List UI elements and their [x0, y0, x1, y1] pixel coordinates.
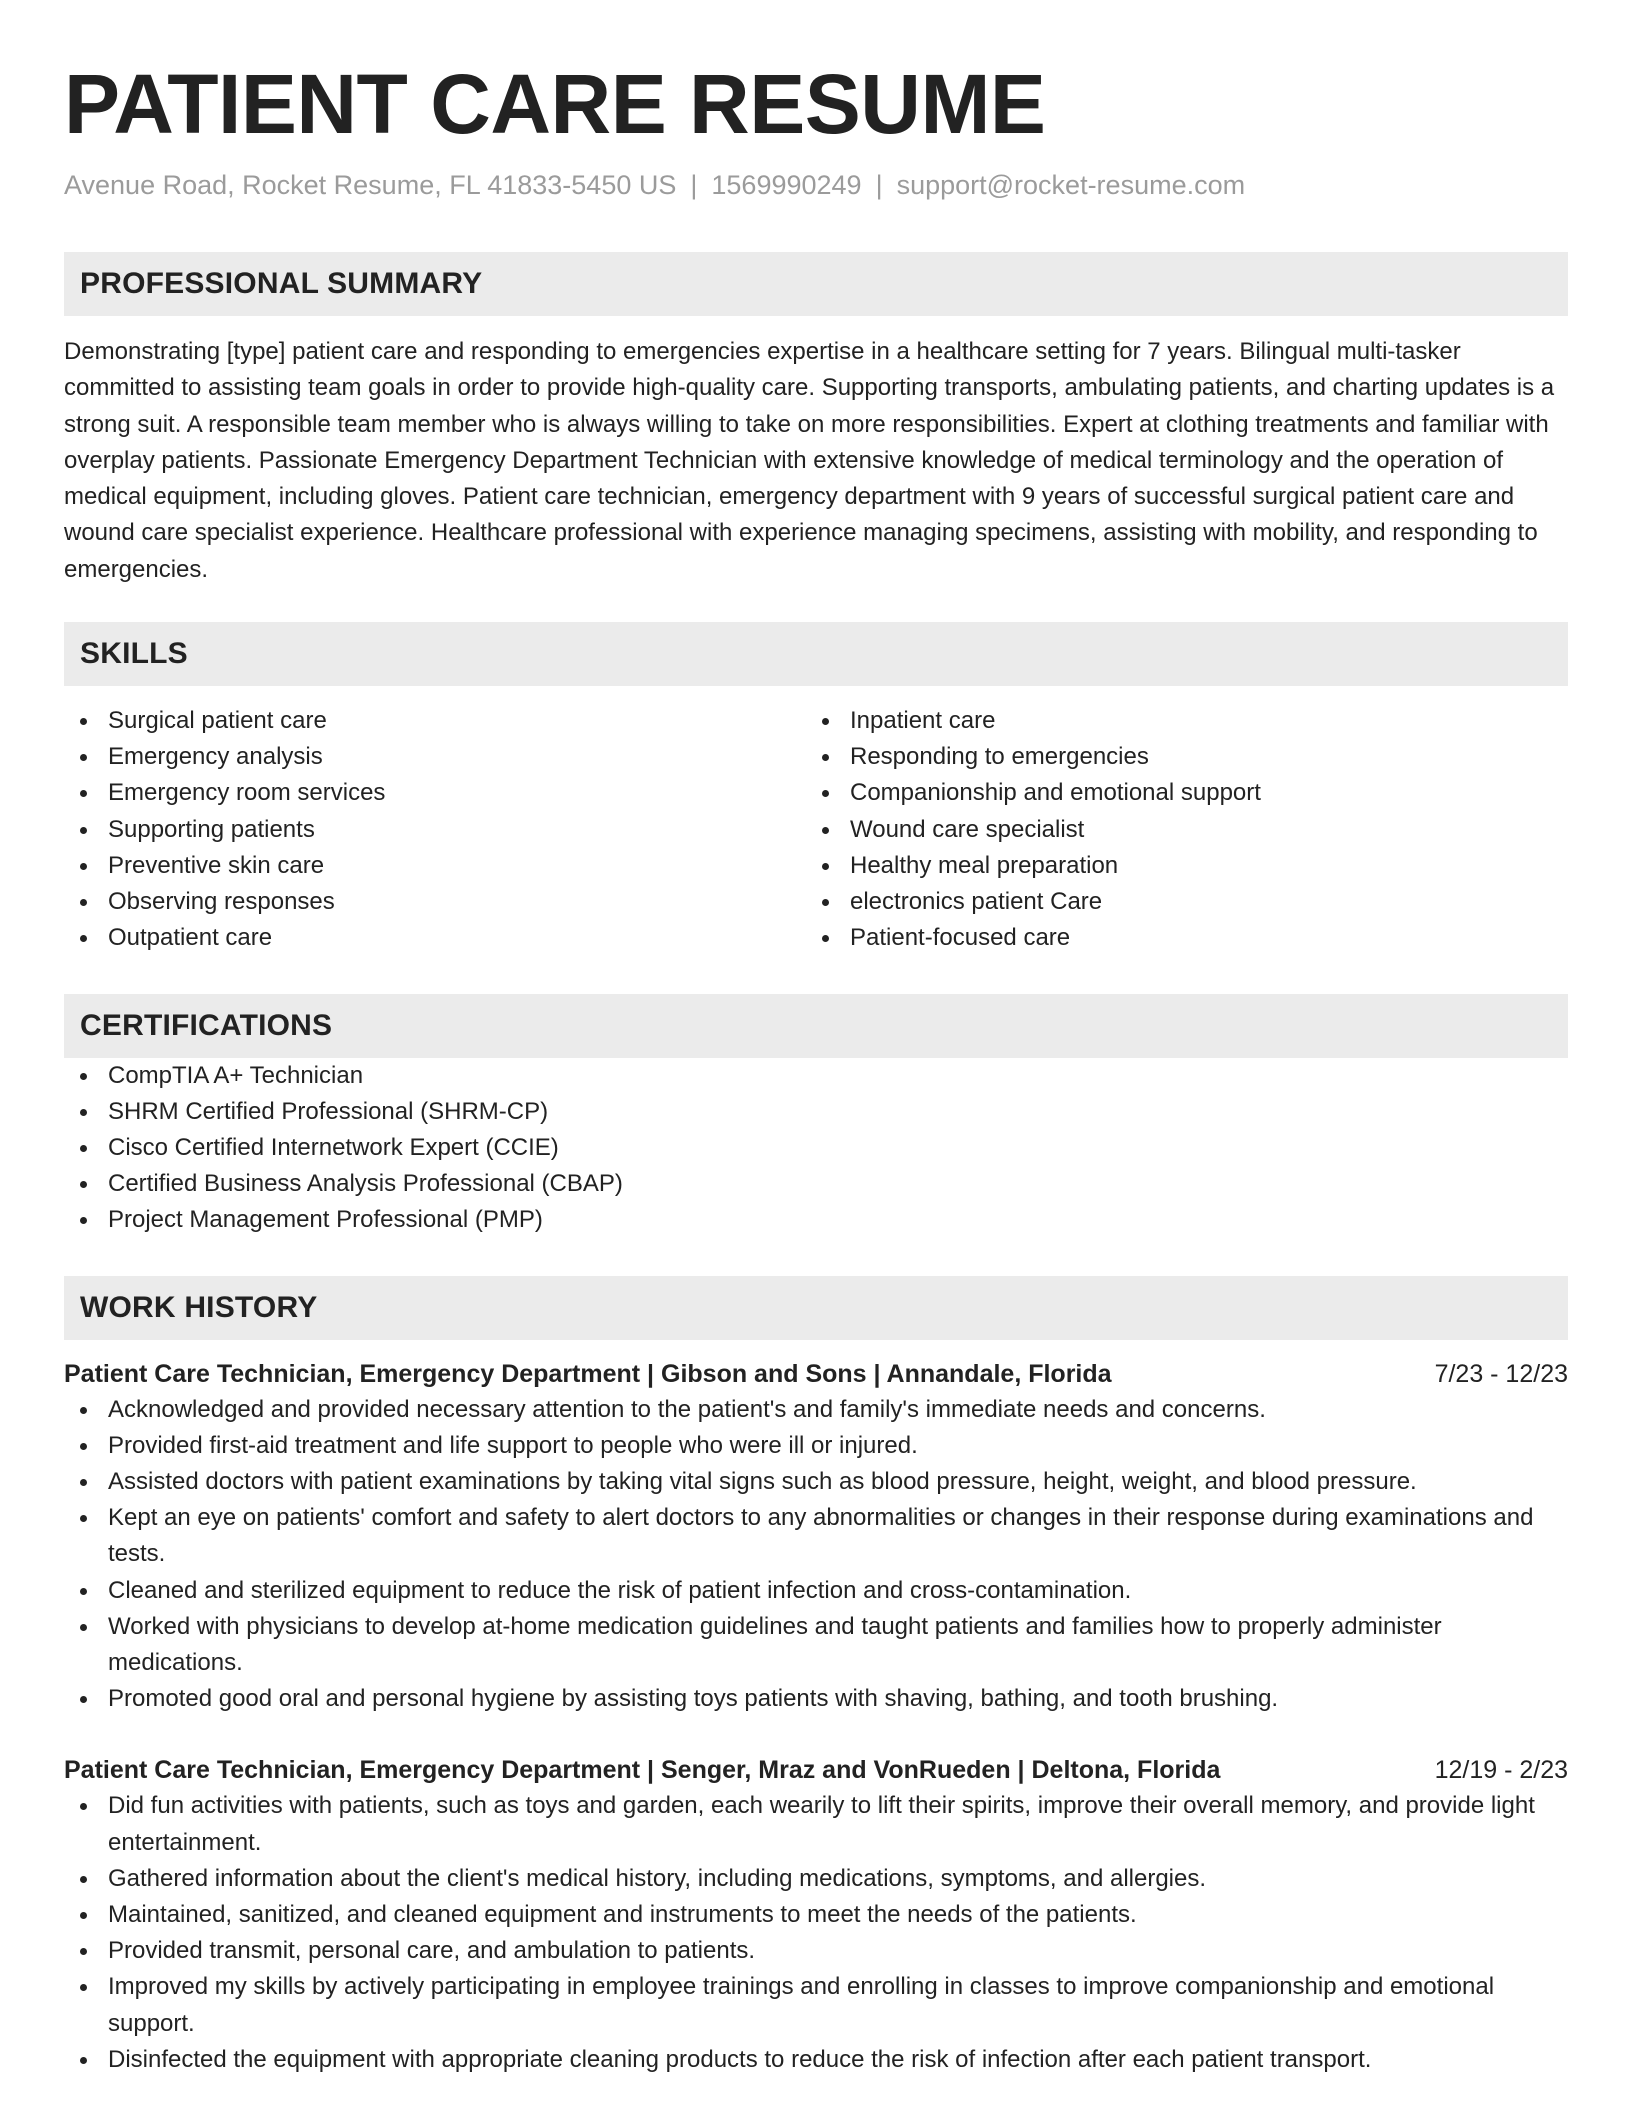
job-bullet: Promoted good oral and personal hygiene by assisting toys patients with shaving, bathing, and tooth brushing.: [64, 1681, 1568, 1717]
job-header: [64, 1356, 1568, 1392]
contact-phone: 1569990249: [711, 170, 862, 200]
contact-address: Avenue Road, Rocket Resume, FL 41833-5450 US: [64, 170, 677, 200]
certification-item: CompTIA A+ Technician: [64, 1058, 1568, 1094]
job-bullet: Worked with physicians to develop at-home medication guidelines and taught patients and families how to properly administer medications.: [64, 1609, 1568, 1681]
resume-title: PATIENT CARE RESUME: [64, 57, 1046, 151]
job-bullet: Provided first-aid treatment and life support to people who were ill or injured.: [64, 1428, 1568, 1464]
contact-email: support@rocket-resume.com: [896, 170, 1246, 200]
job-bullet: Cleaned and sterilized equipment to reduce the risk of patient infection and cross-contamination.: [64, 1573, 1568, 1609]
job-dates: 12/19 - 2/23: [1434, 1756, 1568, 1785]
contact-separator: |: [875, 170, 883, 200]
job-bullet: Acknowledged and provided necessary attention to the patient's and family's immediate needs and concerns.: [64, 1392, 1568, 1428]
job-bullet: Disinfected the equipment with appropriate cleaning products to reduce the risk of infection after each patient transport.: [64, 2042, 1568, 2078]
skill-item: Inpatient care: [806, 703, 1548, 739]
skill-item: Surgical patient care: [64, 703, 806, 739]
skill-item: Preventive skin care: [64, 848, 806, 884]
section-header-work-history: WORK HISTORY: [64, 1276, 1568, 1340]
certification-item: Certified Business Analysis Professional (CBAP): [64, 1166, 1568, 1202]
summary-paragraph: Demonstrating [type] patient care and responding to emergencies expertise in a healthcare setting for 7 years. Bilingual multi-tasker committed to assisting team goals in order to provide high-quality care. Supporting transports, ambulating patients, and charting updates is a strong suit. A responsible team member who is always willing to take on more responsibilities. Expert at clothing treatments and familiar with overplay patients. Passionate Emergency Department Technician with extensive knowledge of medical terminology and the operation of medical equipment, including gloves. Patient care technician, emergency department with 9 years of successful surgical patient care and wound care specialist experience. Healthcare professional with experience managing specimens, assisting with mobility, and responding to emergencies.: [64, 338, 1555, 583]
contact-separator: |: [690, 170, 698, 200]
skill-item: Emergency analysis: [64, 739, 806, 775]
skill-item: Wound care specialist: [806, 812, 1548, 848]
skill-item: Outpatient care: [64, 920, 806, 956]
section-header-certifications: CERTIFICATIONS: [64, 994, 1568, 1058]
skill-item: Observing responses: [64, 884, 806, 920]
certification-item: SHRM Certified Professional (SHRM-CP): [64, 1094, 1568, 1130]
job-bullet: Gathered information about the client's medical history, including medications, symptoms, and allergies.: [64, 1861, 1568, 1897]
skill-item: electronics patient Care: [806, 884, 1548, 920]
job-bullet-list: [64, 1788, 1568, 2078]
skills-list-right: [806, 703, 1548, 956]
contact-line: [64, 168, 1568, 202]
job-header: [64, 1752, 1568, 1788]
skill-item: Emergency room services: [64, 775, 806, 811]
job-bullet: Kept an eye on patients' comfort and safety to alert doctors to any abnormalities or changes in their response during examinations and tests.: [64, 1500, 1568, 1572]
job-bullet-list: [64, 1392, 1568, 1718]
skill-item: Companionship and emotional support: [806, 775, 1548, 811]
section-header-summary: PROFESSIONAL SUMMARY: [64, 252, 1568, 316]
job-bullet: Maintained, sanitized, and cleaned equipment and instruments to meet the needs of the patients.: [64, 1897, 1568, 1933]
job-bullet: Improved my skills by actively participating in employee trainings and enrolling in classes to improve companionship and emotional support.: [64, 1969, 1568, 2041]
job-bullet: Assisted doctors with patient examinations by taking vital signs such as blood pressure, height, weight, and blood pressure.: [64, 1464, 1568, 1500]
job-title: Patient Care Technician, Emergency Department | Gibson and Sons | Annandale, Florida: [64, 1359, 1112, 1388]
certification-item: Project Management Professional (PMP): [64, 1202, 1568, 1238]
skills-grid: [64, 703, 1568, 956]
job-bullet: Did fun activities with patients, such as toys and garden, each wearily to lift their spirits, improve their overall memory, and provide light entertainment.: [64, 1788, 1568, 1860]
skills-list-left: [64, 703, 806, 956]
job-dates: 7/23 - 12/23: [1434, 1359, 1568, 1388]
skill-item: Healthy meal preparation: [806, 848, 1548, 884]
job-bullet: Provided transmit, personal care, and ambulation to patients.: [64, 1933, 1568, 1969]
section-header-skills: SKILLS: [64, 622, 1568, 686]
job-title: Patient Care Technician, Emergency Department | Senger, Mraz and VonRueden | Deltona, Florida: [64, 1756, 1221, 1785]
certification-item: Cisco Certified Internetwork Expert (CCIE): [64, 1130, 1568, 1166]
skill-item: Supporting patients: [64, 812, 806, 848]
certifications-list: [64, 1058, 1568, 1239]
skill-item: Patient-focused care: [806, 920, 1548, 956]
skill-item: Responding to emergencies: [806, 739, 1548, 775]
